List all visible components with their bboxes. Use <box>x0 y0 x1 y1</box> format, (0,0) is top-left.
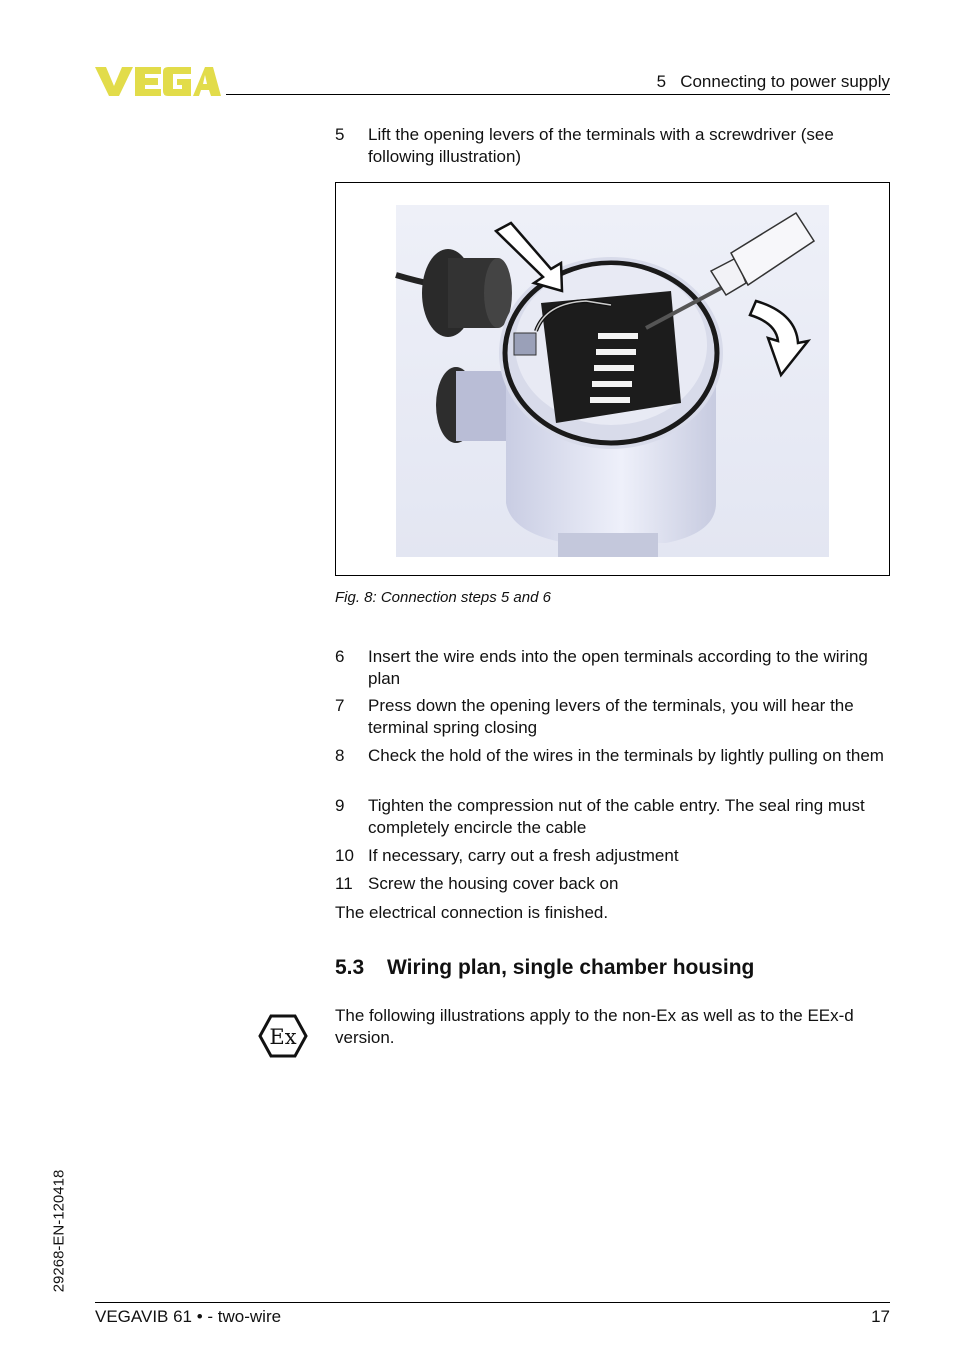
step-item <box>335 695 895 739</box>
step-item <box>335 124 895 168</box>
document-code: 29268-EN-120418 <box>50 1169 68 1293</box>
figure-caption: Fig. 8: Connection steps 5 and 6 <box>335 589 551 606</box>
step-item <box>335 745 895 767</box>
step-text: Press down the opening levers of the terminals, you will hear the terminal spring closing <box>368 696 854 737</box>
svg-text:Ex: Ex <box>269 1025 297 1049</box>
header-section-title: 5 Connecting to power supply <box>656 72 890 91</box>
step-number: 9 <box>335 796 345 815</box>
step-item <box>335 795 895 839</box>
step-text: Insert the wire ends into the open terminals according to the wiring plan <box>368 647 868 688</box>
step-item <box>335 845 895 867</box>
step-number: 6 <box>335 647 345 666</box>
ex-hexagon-icon <box>258 1013 308 1059</box>
conclusion-text: The electrical connection is finished. <box>335 903 609 922</box>
step-text: Check the hold of the wires in the terminals by lightly pulling on them <box>368 746 884 765</box>
section-number: 5.3 <box>335 956 365 979</box>
step-text: Tighten the compression nut of the cable entry. The seal ring must completely encircle the cable <box>368 796 865 837</box>
step-text: Lift the opening levers of the terminals with a screwdriver (see following illustration) <box>368 125 834 166</box>
step-number: 7 <box>335 696 345 715</box>
footer-rule <box>95 1302 890 1303</box>
figure-illustration <box>335 182 890 576</box>
step-number: 10 <box>335 846 354 865</box>
vega-logo <box>95 64 221 98</box>
step-number: 8 <box>335 746 345 765</box>
step-text: Screw the housing cover back on <box>368 874 619 893</box>
footer-product: VEGAVIB 61 • - two-wire <box>95 1307 282 1326</box>
step-number: 11 <box>335 874 353 893</box>
ex-note-text: The following illustrations apply to the non-Ex as well as to the EEx-d version. <box>335 1006 854 1047</box>
step-text: If necessary, carry out a fresh adjustment <box>368 846 679 865</box>
step-item <box>335 873 895 895</box>
step-item <box>335 646 895 690</box>
header-rule <box>226 94 890 95</box>
section-title: Wiring plan, single chamber housing <box>387 956 755 979</box>
step-number: 5 <box>335 125 345 144</box>
page-number: 17 <box>871 1307 890 1326</box>
cable-gland <box>422 249 512 337</box>
section-heading <box>335 956 754 980</box>
